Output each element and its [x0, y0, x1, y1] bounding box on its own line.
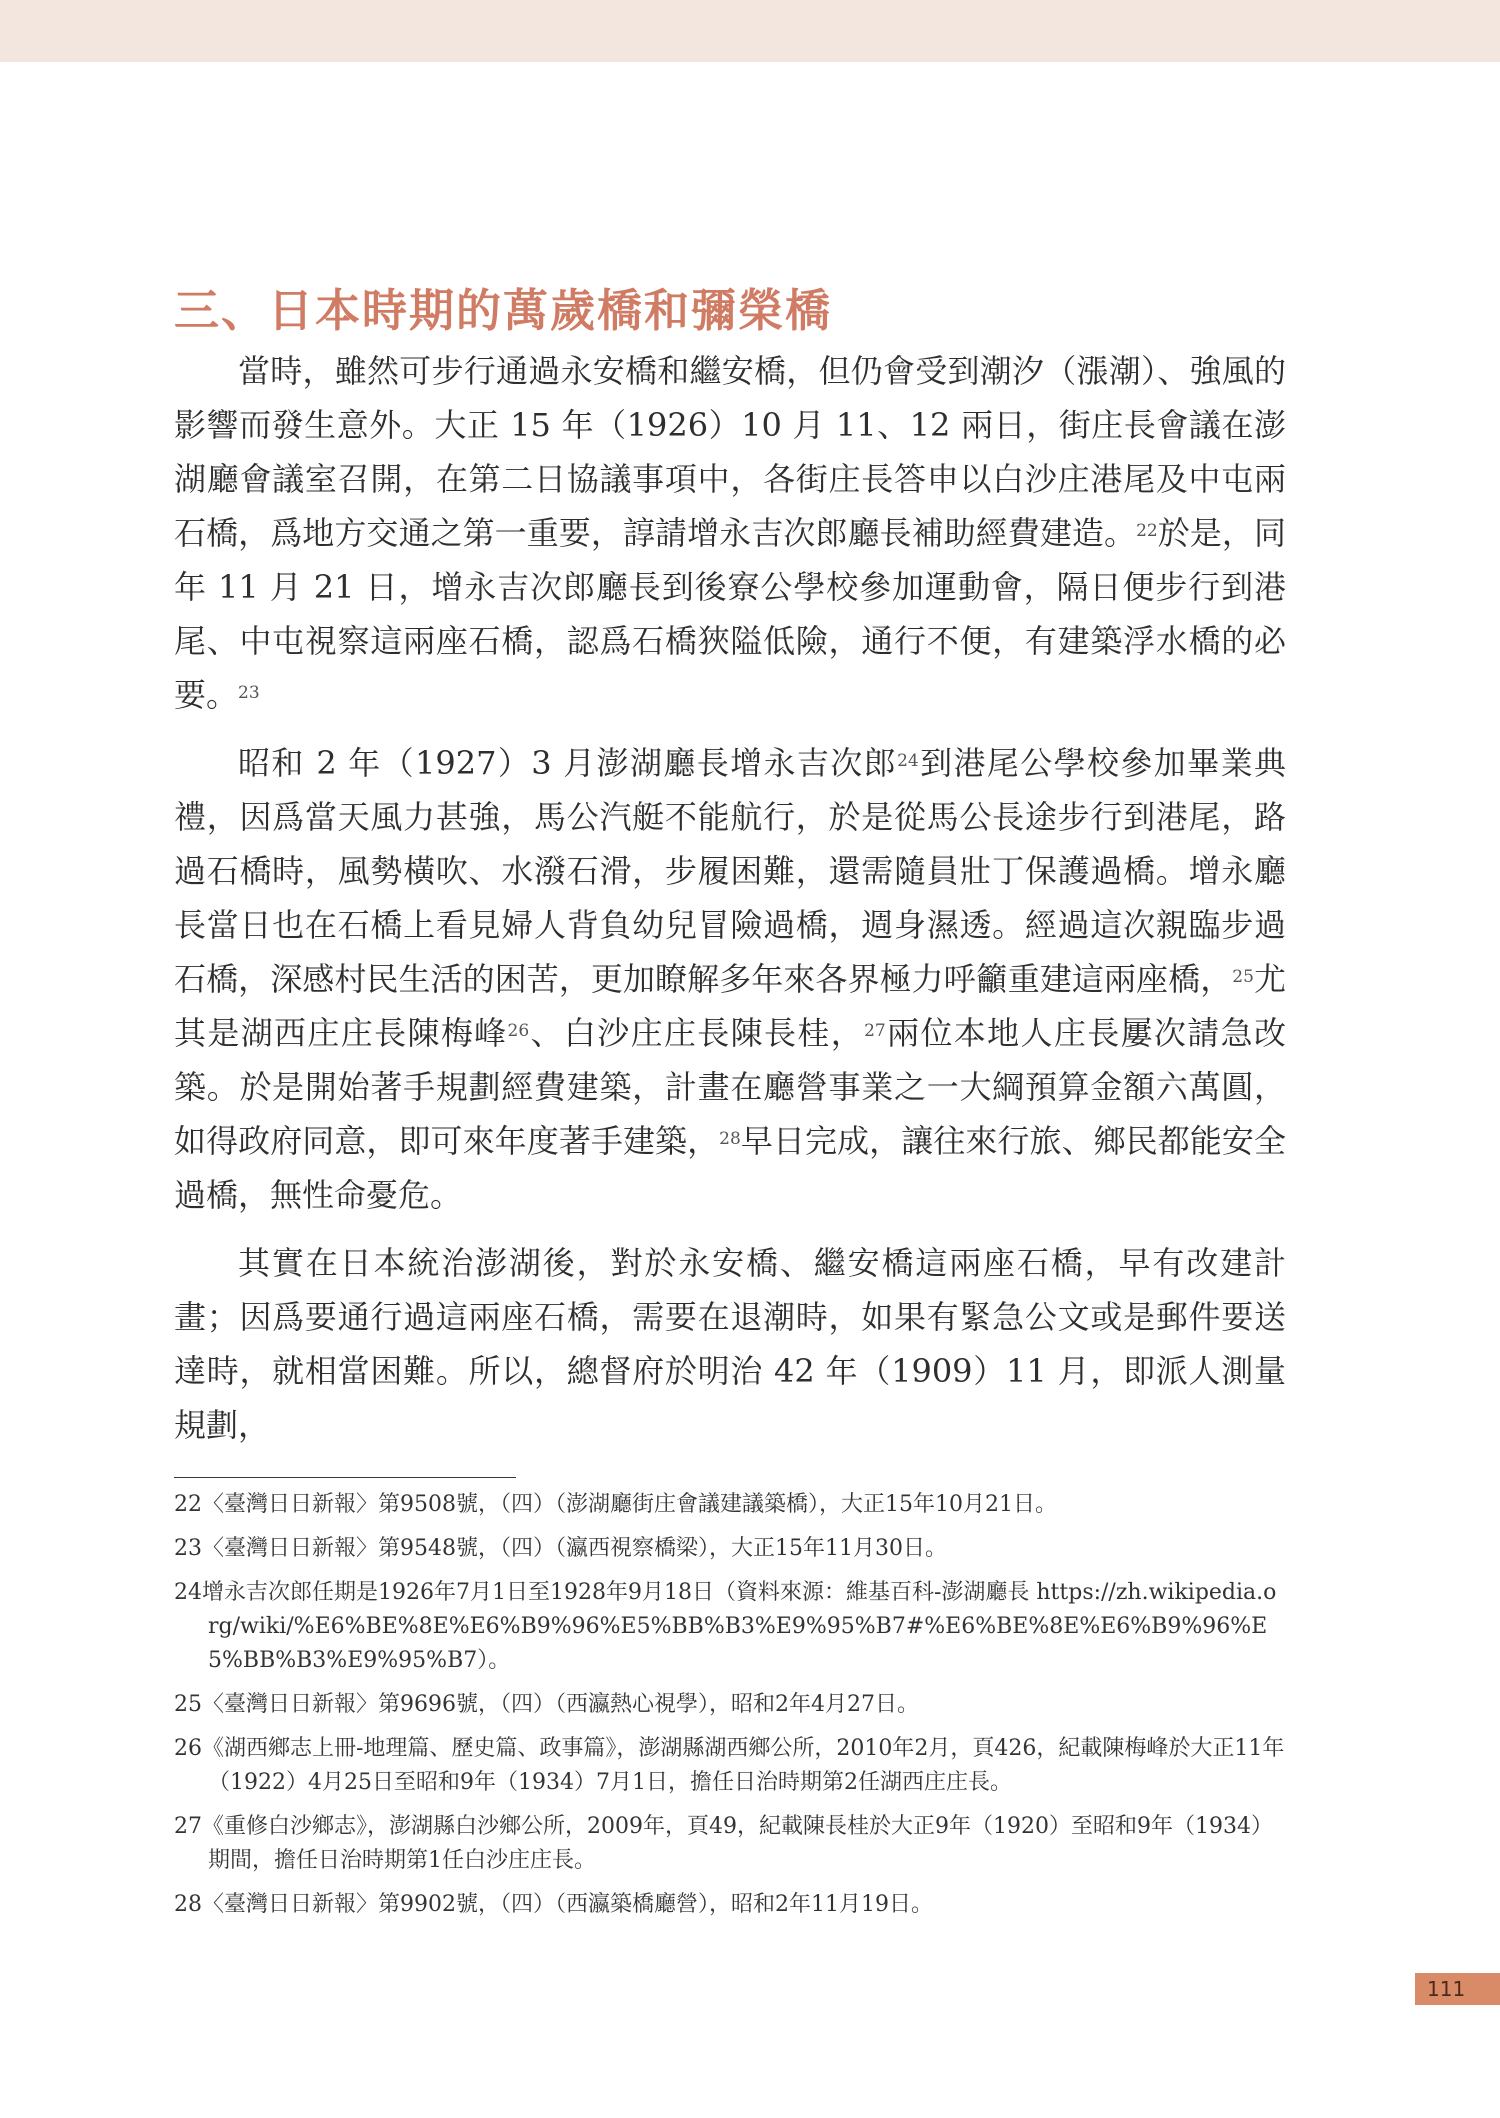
- section-title: 三、日本時期的萬歲橋和彌榮橋: [174, 284, 833, 337]
- paragraph-2-text-c: 尤其是湖西庄庄長陳梅峰: [174, 960, 1286, 1052]
- footnote-24: 24增永吉次郎任期是1926年7月1日至1928年9月18日（資料來源：維基百科-澎湖廳長 https://zh.wikipedia.org/wiki/%E6%BE%8E%E6%B9%96%E5%BB%B3%E9%95%B7#%E6%BE%8E%E6%B9%96%E5%BB%B3%E9%95%B7）。: [174, 1580, 1277, 1673]
- footnote-ref-28: 28: [719, 1129, 741, 1149]
- paragraph-2-text-e: 兩位本地人庄長屢次請急改築。於是開始著手規劃經費建築，計畫在廳營事業之一大綱預算金額六萬圓，如得政府同意，即可來年度著手建築，: [174, 1014, 1286, 1160]
- footnote-ref-25: 25: [1232, 967, 1254, 987]
- paragraph-1-text-a: 當時，雖然可步行通過永安橋和繼安橋，但仍會受到潮汐（漲潮）、強風的影響而發生意外。大正 15 年（1926）10 月 11、12 兩日，街庄長會議在澎湖廳會議室召開，在第二日協議事項中，各街庄長答申以白沙庄港尾及中屯兩石橋，爲地方交通之第一重要，諄請增永吉次郎廳長補助經費建造。: [174, 352, 1286, 552]
- footnotes: [174, 1488, 1286, 1932]
- paragraph-2-text-f: 早日完成，讓往來行旅、鄉民都能安全過橋，無性命憂危。: [174, 1122, 1286, 1214]
- header-band: [0, 0, 1500, 62]
- paragraph-3-text-a: 其實在日本統治澎湖後，對於永安橋、繼安橋這兩座石橋，早有改建計畫；因爲要通行過這兩座石橋，需要在退潮時，如果有緊急公文或是郵件要送達時，就相當困難。所以，總督府於明治 42 年（1909）11 月，即派人測量規劃，: [174, 1244, 1286, 1444]
- footnote-ref-24: 24: [897, 751, 919, 771]
- paragraph-2-text-d: 、白沙庄庄長陳長桂，: [529, 1014, 865, 1052]
- footnote-27: 27《重修白沙鄉志》，澎湖縣白沙鄉公所，2009年，頁49，紀載陳長桂於大正9年（1920）至昭和9年（1934）期間，擔任日治時期第1任白沙庄庄長。: [174, 1814, 1273, 1873]
- paragraph-2: [174, 736, 1286, 1222]
- footnote-26: 26《湖西鄉志上冊-地理篇、歷史篇、政事篇》，澎湖縣湖西鄉公所，2010年2月，頁426，紀載陳梅峰於大正11年（1922）4月25日至昭和9年（1934）7月1日，擔任日治時期第2任湖西庄庄長。: [174, 1736, 1285, 1795]
- footnote-ref-26: 26: [507, 1021, 530, 1041]
- paragraph-1: [174, 344, 1286, 722]
- footnote-23: 23〈臺灣日日新報〉第9548號，（四）（瀛西視察橋梁），大正15年11月30日。: [174, 1536, 947, 1561]
- body-text: [174, 344, 1286, 1452]
- paragraph-2-text-b: 到港尾公學校參加畢業典禮，因爲當天風力甚強，馬公汽艇不能航行，於是從馬公長途步行到港尾，路過石橋時，風勢橫吹、水潑石滑，步履困難，還需隨員壯丁保護過橋。增永廳長當日也在石橋上看見婦人背負幼兒冒險過橋，週身濕透。經過這次親臨步過石橋，深感村民生活的困苦，更加瞭解多年來各界極力呼籲重建這兩座橋，: [174, 744, 1286, 998]
- footnote-ref-23: 23: [238, 683, 260, 703]
- footnote-28: 28〈臺灣日日新報〉第9902號，（四）（西瀛築橋廳營），昭和2年11月19日。: [174, 1892, 933, 1917]
- footnote-22: 22〈臺灣日日新報〉第9508號，（四）（澎湖廳街庄會議建議築橋），大正15年10月21日。: [174, 1492, 1057, 1517]
- footnote-divider: [174, 1477, 516, 1478]
- page-number: 111: [1415, 1973, 1500, 2005]
- paragraph-3: [174, 1236, 1286, 1452]
- footnote-ref-27: 27: [864, 1021, 886, 1041]
- footnote-ref-22: 22: [1136, 521, 1158, 541]
- paragraph-2-text-a: 昭和 2 年（1927）3 月澎湖廳長增永吉次郎: [238, 744, 898, 782]
- footnote-25: 25〈臺灣日日新報〉第9696號，（四）（西瀛熱心視學），昭和2年4月27日。: [174, 1692, 919, 1717]
- paragraph-1-text-b: 於是，同年 11 月 21 日，增永吉次郎廳長到後寮公學校參加運動會，隔日便步行到港尾、中屯視察這兩座石橋，認爲石橋狹隘低險，通行不便，有建築浮水橋的必要。: [174, 514, 1286, 714]
